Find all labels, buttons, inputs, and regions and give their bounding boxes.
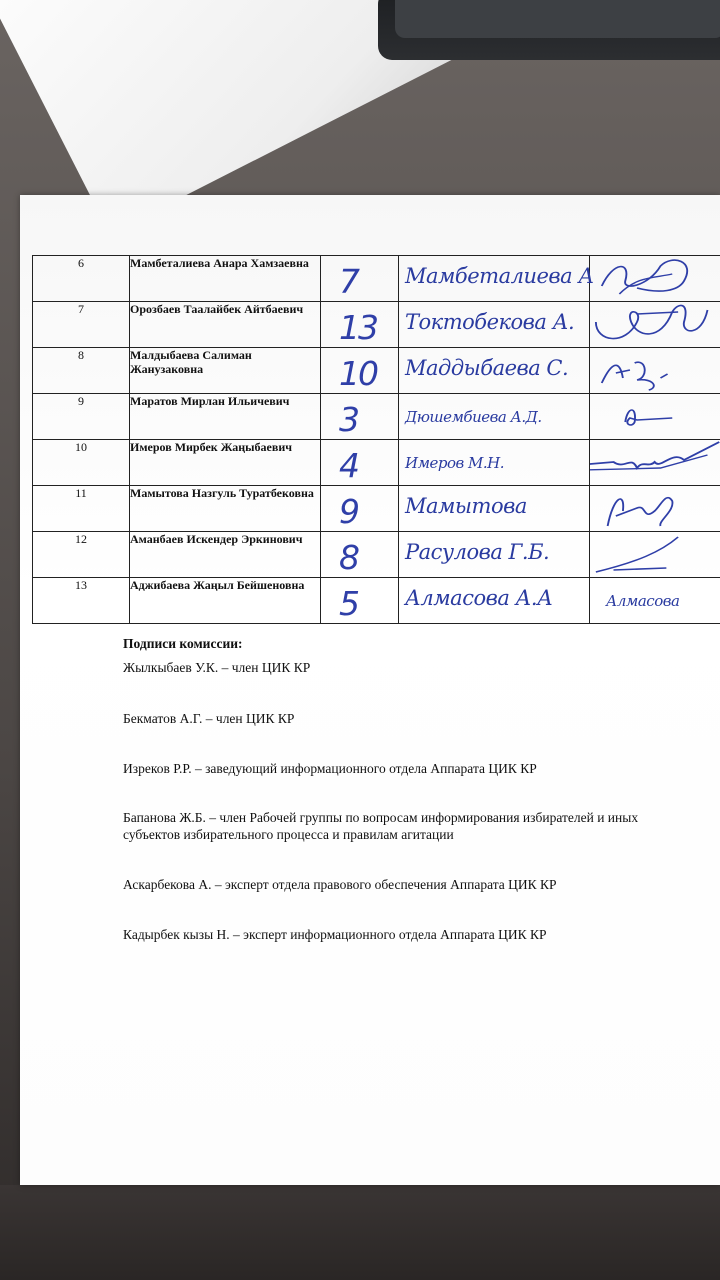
commission-member: Изреков Р.Р. – заведующий информационного отдела Аппарата ЦИК КР — [123, 761, 537, 776]
commission-member: Жылкыбаев У.К. – член ЦИК КР — [123, 660, 311, 675]
row-number: 6 — [33, 256, 130, 302]
candidate-name: Орозбаев Таалайбек Айтбаевич — [130, 302, 321, 348]
table-row — [33, 394, 720, 440]
handwritten-representative: Маддыбаева С. — [405, 356, 569, 380]
handwritten-number: 5 — [339, 584, 358, 623]
handwritten-number: 3 — [339, 400, 358, 439]
handwritten-signature — [590, 302, 720, 347]
handwritten-representative: Расулова Г.Б. — [405, 540, 550, 564]
commission-member: Бапанова Ж.Б. – член Рабочей группы по вопросам информирования избирателей и иных субъектов избирательного процесса и правилам агитации — [123, 810, 639, 842]
table-row — [33, 532, 720, 578]
handwritten-representative: Мамбеталиева А — [405, 264, 594, 288]
commission-title: Подписи комиссии: — [123, 636, 243, 651]
table-row — [33, 302, 720, 348]
candidate-name: Малдыбаева Салиман Жанузаковна — [130, 348, 321, 394]
handwritten-signature — [590, 486, 720, 531]
table-row — [33, 256, 720, 302]
handwritten-signature — [590, 394, 720, 439]
row-number: 13 — [33, 578, 130, 624]
handwritten-number: 9 — [339, 492, 358, 531]
row-number: 8 — [33, 348, 130, 394]
handwritten-representative: Дюшембиева А.Д. — [405, 408, 542, 426]
black-device-top — [395, 0, 720, 38]
candidate-name: Мамбеталиева Анара Хамзаевна — [130, 256, 321, 302]
handwritten-number: 13 — [339, 308, 377, 347]
handwritten-signature — [590, 348, 720, 393]
commission-member: Кадырбек кызы Н. – эксперт информационного отдела Аппарата ЦИК КР — [123, 927, 547, 942]
row-number: 11 — [33, 486, 130, 532]
candidate-name: Аджибаева Жаңыл Бейшеновна — [130, 578, 321, 624]
candidate-name: Аманбаев Искендер Эркинович — [130, 532, 321, 578]
signature-table — [32, 255, 720, 624]
row-number: 9 — [33, 394, 130, 440]
candidate-name: Имеров Мирбек Жаңыбаевич — [130, 440, 321, 486]
handwritten-signature — [590, 256, 720, 301]
table-row — [33, 440, 720, 486]
candidate-name: Мамытова Назгуль Туратбековна — [130, 486, 321, 532]
handwritten-representative: Мамытова — [405, 494, 527, 518]
handwritten-representative: Алмасова А.А — [405, 586, 553, 610]
handwritten-signature — [590, 532, 720, 577]
handwritten-number: 7 — [339, 262, 358, 301]
candidate-name: Маратов Мирлан Ильичевич — [130, 394, 321, 440]
commission-member: Аскарбекова А. – эксперт отдела правового обеспечения Аппарата ЦИК КР — [123, 877, 557, 892]
desk-edge — [0, 1185, 720, 1280]
row-number: 7 — [33, 302, 130, 348]
row-number: 12 — [33, 532, 130, 578]
handwritten-representative: Имеров М.Н. — [405, 454, 505, 472]
handwritten-signature — [590, 440, 720, 485]
handwritten-number: 10 — [339, 354, 377, 393]
handwritten-number: 8 — [339, 538, 358, 577]
table-row — [33, 578, 720, 624]
handwritten-representative: Токтобекова А. — [405, 310, 575, 334]
table-row — [33, 486, 720, 532]
row-number: 10 — [33, 440, 130, 486]
document-sheet — [20, 195, 720, 1185]
handwritten-number: 4 — [339, 446, 358, 485]
commission-member: Бекматов А.Г. – член ЦИК КР — [123, 711, 295, 726]
table-row — [33, 348, 720, 394]
handwritten-signature-name: Алмасова — [606, 592, 680, 610]
